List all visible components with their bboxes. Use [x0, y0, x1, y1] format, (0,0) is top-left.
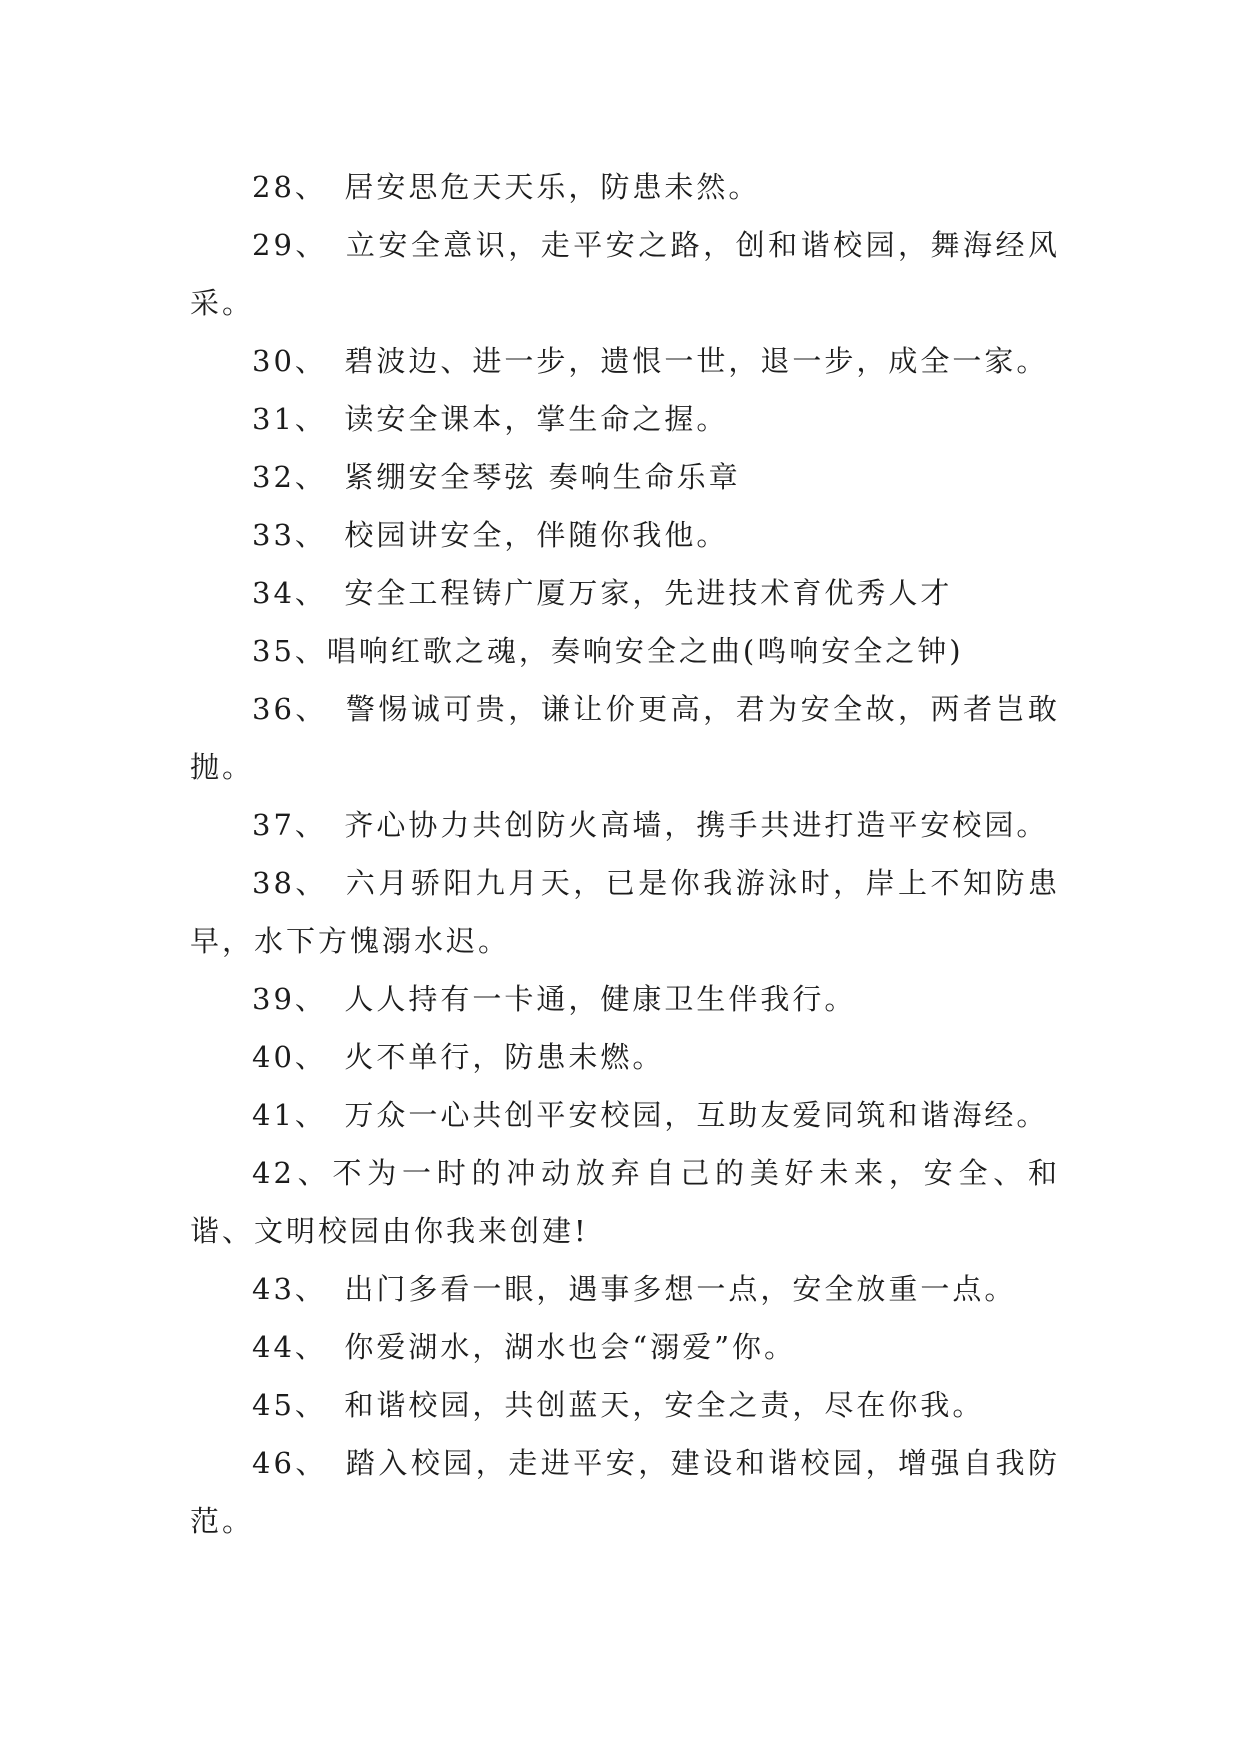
slogan-item	[190, 1260, 1060, 1318]
slogan-number: 33、	[252, 518, 327, 552]
slogan-item	[190, 448, 1060, 506]
slogan-text: 人人持有一卡通，健康卫生伴我行。	[344, 982, 857, 1016]
slogan-separator	[327, 170, 345, 204]
slogan-number: 45、	[252, 1388, 327, 1422]
slogan-item	[190, 564, 1060, 622]
slogan-text: 立安全意识，走平安之路，创和谐校园，舞海经风采。	[190, 228, 1060, 320]
slogan-item	[190, 796, 1060, 854]
slogan-number: 42、	[252, 1156, 333, 1190]
slogan-item	[190, 1086, 1060, 1144]
slogan-number: 34、	[252, 576, 327, 610]
slogan-separator	[327, 460, 345, 494]
slogan-number: 46、	[252, 1446, 328, 1480]
slogan-separator	[327, 1272, 345, 1306]
slogan-separator	[327, 402, 345, 436]
slogan-item	[190, 622, 1060, 680]
slogan-separator	[328, 1446, 346, 1480]
slogan-separator	[328, 692, 346, 726]
slogan-text: 唱响红歌之魂，奏响安全之曲(鸣响安全之钟)	[326, 634, 964, 668]
slogan-number: 41、	[252, 1098, 327, 1132]
slogan-separator	[327, 808, 345, 842]
slogan-item	[190, 390, 1060, 448]
slogan-item	[190, 1028, 1060, 1086]
slogan-text: 万众一心共创平安校园，互助友爱同筑和谐海经。	[344, 1098, 1049, 1132]
slogan-separator	[327, 1388, 345, 1422]
slogan-number: 29、	[252, 228, 328, 262]
slogan-text: 火不单行，防患未燃。	[344, 1040, 665, 1074]
slogan-item	[190, 1376, 1060, 1434]
slogan-separator	[327, 982, 345, 1016]
slogan-text: 安全工程铸广厦万家，先进技术育优秀人才	[344, 576, 953, 610]
slogan-item	[190, 506, 1060, 564]
slogan-separator	[327, 576, 345, 610]
slogan-text: 警惕诚可贵，谦让价更高，君为安全故，两者岂敢抛。	[190, 692, 1060, 784]
slogan-number: 35、	[252, 634, 327, 668]
slogan-number: 43、	[252, 1272, 327, 1306]
slogan-number: 40、	[252, 1040, 327, 1074]
slogan-text: 校园讲安全，伴随你我他。	[344, 518, 729, 552]
slogan-separator	[327, 1098, 345, 1132]
slogan-item	[190, 1318, 1060, 1376]
slogan-number: 31、	[252, 402, 327, 436]
slogan-number: 37、	[252, 808, 327, 842]
slogan-separator	[327, 1040, 345, 1074]
slogan-text: 碧波边、进一步，遗恨一世，退一步，成全一家。	[344, 344, 1049, 378]
slogan-number: 44、	[252, 1330, 327, 1364]
slogan-text: 紧绷安全琴弦 奏响生命乐章	[344, 460, 741, 494]
slogan-item	[190, 1434, 1060, 1550]
slogan-text: 居安思危天天乐，防患未然。	[344, 170, 761, 204]
slogan-item	[190, 158, 1060, 216]
slogan-text: 六月骄阳九月天，已是你我游泳时，岸上不知防患早，水下方愧溺水迟。	[190, 866, 1060, 958]
slogan-number: 38、	[252, 866, 328, 900]
slogan-item	[190, 1144, 1060, 1260]
slogan-number: 36、	[252, 692, 328, 726]
slogan-text: 和谐校园，共创蓝天，安全之责，尽在你我。	[344, 1388, 985, 1422]
slogan-text: 不为一时的冲动放弃自己的美好未来，安全、和谐、文明校园由你我来创建!	[190, 1156, 1060, 1248]
slogan-item	[190, 216, 1060, 332]
slogan-text: 出门多看一眼，遇事多想一点，安全放重一点。	[344, 1272, 1017, 1306]
slogan-item	[190, 854, 1060, 970]
slogan-number: 32、	[252, 460, 327, 494]
slogan-number: 28、	[252, 170, 327, 204]
slogan-separator	[328, 866, 346, 900]
slogan-text: 读安全课本，掌生命之握。	[344, 402, 729, 436]
slogan-item	[190, 332, 1060, 390]
slogan-item	[190, 680, 1060, 796]
slogan-list	[190, 158, 1060, 1550]
slogan-separator	[327, 518, 345, 552]
slogan-number: 39、	[252, 982, 327, 1016]
slogan-item	[190, 970, 1060, 1028]
slogan-text: 踏入校园，走进平安，建设和谐校园，增强自我防范。	[190, 1446, 1060, 1538]
slogan-separator	[327, 1330, 345, 1364]
slogan-separator	[328, 228, 346, 262]
slogan-separator	[327, 344, 345, 378]
slogan-text: 齐心协力共创防火高墙，携手共进打造平安校园。	[344, 808, 1049, 842]
slogan-text: 你爱湖水，湖水也会“溺爱”你。	[344, 1330, 797, 1364]
slogan-number: 30、	[252, 344, 327, 378]
